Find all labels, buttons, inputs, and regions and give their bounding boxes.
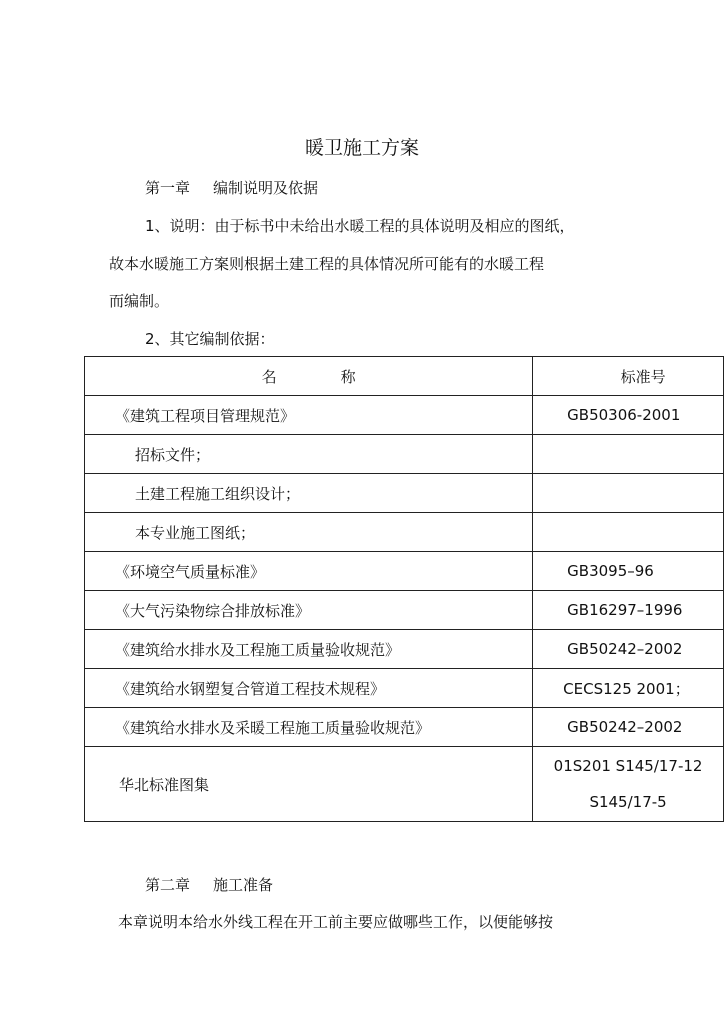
header-name-char2: 称 — [340, 367, 356, 386]
standard-code-multiline — [533, 747, 724, 822]
standard-name: 《大气污染物综合排放标准》 — [85, 591, 533, 630]
chapter2-heading: 施工准备 — [213, 876, 274, 894]
standard-name: 本专业施工图纸； — [85, 513, 533, 552]
standard-code-line1: 01S201 S145/17-12 — [553, 757, 703, 775]
header-name-cell — [85, 357, 533, 396]
chapter1-heading: 编制说明及依据 — [213, 179, 319, 197]
standard-code: GB50306-2001 — [533, 396, 724, 435]
table-row — [85, 708, 724, 747]
chapter1-label: 第一章 — [145, 179, 191, 197]
table-row — [85, 630, 724, 669]
table-row — [85, 591, 724, 630]
header-code-cell: 标准号 — [533, 357, 724, 396]
standard-code: GB50242–2002 — [533, 708, 724, 747]
standard-code: GB50242–2002 — [533, 630, 724, 669]
table-row — [85, 435, 724, 474]
table-row — [85, 396, 724, 435]
standard-code — [533, 435, 724, 474]
para1-line2: 故本水暖施工方案则根据土建工程的具体情况所可能有的水暖工程 — [109, 255, 545, 273]
standard-name: 《建筑给水钢塑复合管道工程技术规程》 — [85, 669, 533, 708]
chapter2-label: 第二章 — [145, 876, 191, 894]
table-row — [85, 669, 724, 708]
standard-code: CECS125 2001； — [533, 669, 724, 708]
standard-name: 《建筑给水排水及采暖工程施工质量验收规范》 — [85, 708, 533, 747]
table-row — [85, 474, 724, 513]
table-header-row — [85, 357, 724, 396]
table-row — [85, 513, 724, 552]
header-name-char1: 名 — [261, 367, 277, 386]
para3: 本章说明本给水外线工程在开工前主要应做哪些工作，以便能够按 — [118, 913, 554, 931]
standard-name: 《环境空气质量标准》 — [85, 552, 533, 591]
standard-code: GB3095–96 — [533, 552, 724, 591]
standard-name: 《建筑给水排水及工程施工质量验收规范》 — [85, 630, 533, 669]
standard-name: 《建筑工程项目管理规范》 — [85, 396, 533, 435]
table-row — [85, 747, 724, 822]
standard-code — [533, 474, 724, 513]
standard-name: 招标文件； — [85, 435, 533, 474]
standard-code-line2: S145/17-5 — [589, 793, 667, 811]
standards-table — [84, 356, 724, 822]
para1-line3: 而编制。 — [109, 292, 170, 310]
standard-name: 华北标准图集 — [85, 747, 533, 822]
standard-code — [533, 513, 724, 552]
standard-name: 土建工程施工组织设计； — [85, 474, 533, 513]
para2: 2、其它编制依据： — [145, 330, 275, 348]
para1-line1: 1、说明：由于标书中未给出水暖工程的具体说明及相应的图纸， — [145, 217, 575, 235]
page-title: 暖卫施工方案 — [304, 137, 419, 159]
standard-code: GB16297–1996 — [533, 591, 724, 630]
table-row — [85, 552, 724, 591]
